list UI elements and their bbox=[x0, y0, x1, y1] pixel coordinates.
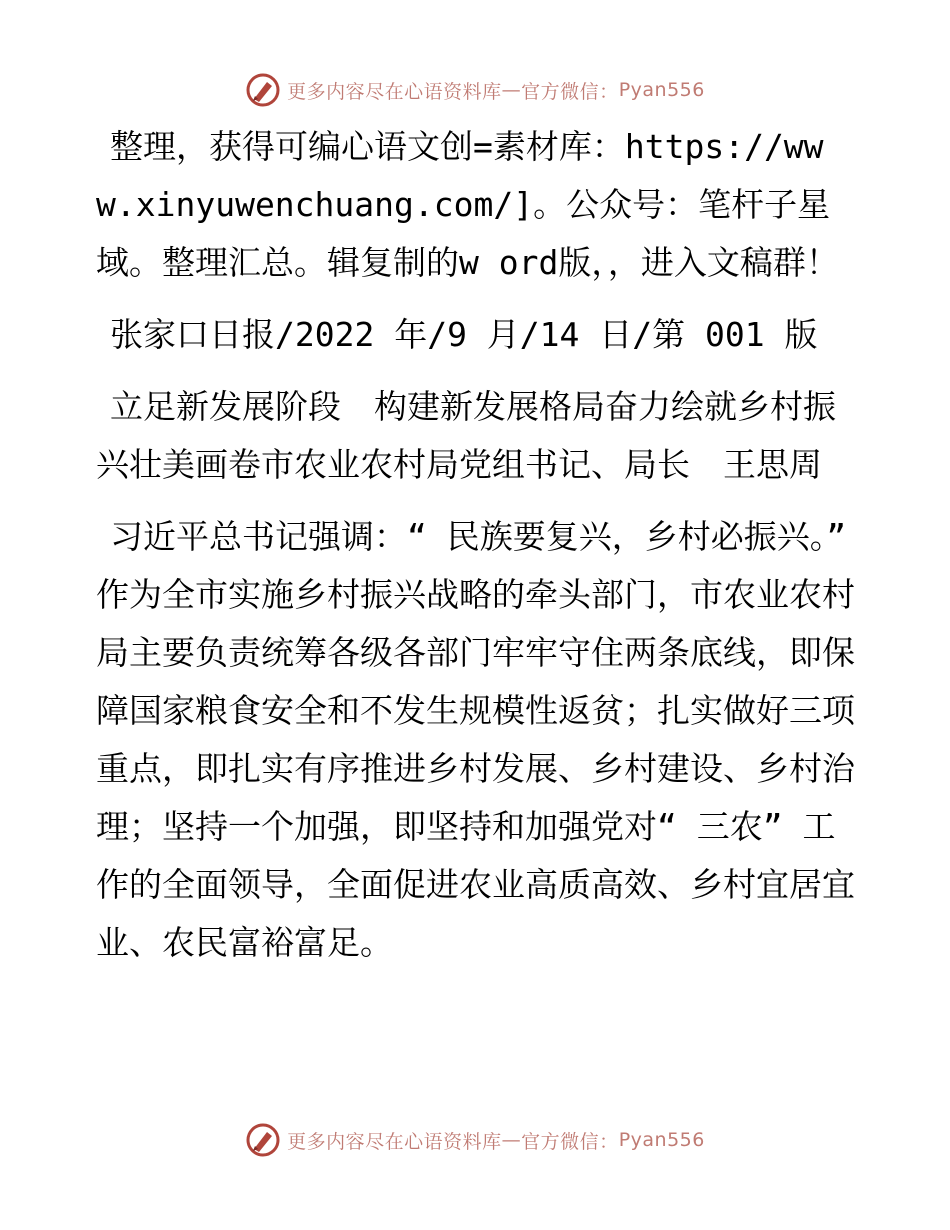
source-line: 张家口日报/2022 年/9 月/14 日/第 001 版 bbox=[110, 315, 818, 354]
body-paragraph: 习近平总书记强调：“ 民族要复兴，乡村必振兴。” 作为全市实施乡村振兴战略的牵头部门，市农业农村局主要负责统筹各级各部门牢牢守住两条底线，即保障国家粮食安全和不发生规模性返贫；扎实做好三项重点，即扎实有序推进乡村发展、乡村建设、乡村治理；坚持一个加强，即坚持和加强党对“ 三农” 工作的全面领导，全面促进农业高质高效、乡村宜居宜业、农民富裕富足。 bbox=[96, 517, 855, 962]
footer-banner bbox=[0, 1120, 950, 1160]
banner-wechat-id: Pyan556 bbox=[618, 79, 705, 101]
banner-lead-text: 更多内容尽在心语资料库 bbox=[287, 80, 502, 103]
banner-official-text: 官方微信： bbox=[521, 80, 619, 103]
article-title: 立足新发展阶段 构建新发展格局奋力绘就乡村振兴壮美画卷市农业农村局党组书记、局长 王思周 bbox=[96, 387, 836, 484]
pen-logo-icon bbox=[245, 1122, 281, 1158]
banner-wechat-id: Pyan556 bbox=[618, 1129, 705, 1151]
banner-official-text: 官方微信： bbox=[521, 1130, 619, 1153]
banner-dash: — bbox=[501, 79, 522, 101]
intro-paragraph: 整理，获得可编心语文创=素材库：https://www.xinyuwenchuang.com/]。公众号：笔杆子星域。整理汇总。辑复制的w ord版，，进入文稿群！ bbox=[96, 127, 839, 282]
document-body bbox=[96, 118, 856, 986]
banner-dash: — bbox=[501, 1129, 522, 1151]
banner-lead-text: 更多内容尽在心语资料库 bbox=[287, 1130, 502, 1153]
header-banner bbox=[0, 70, 950, 110]
pen-logo-icon bbox=[245, 72, 281, 108]
